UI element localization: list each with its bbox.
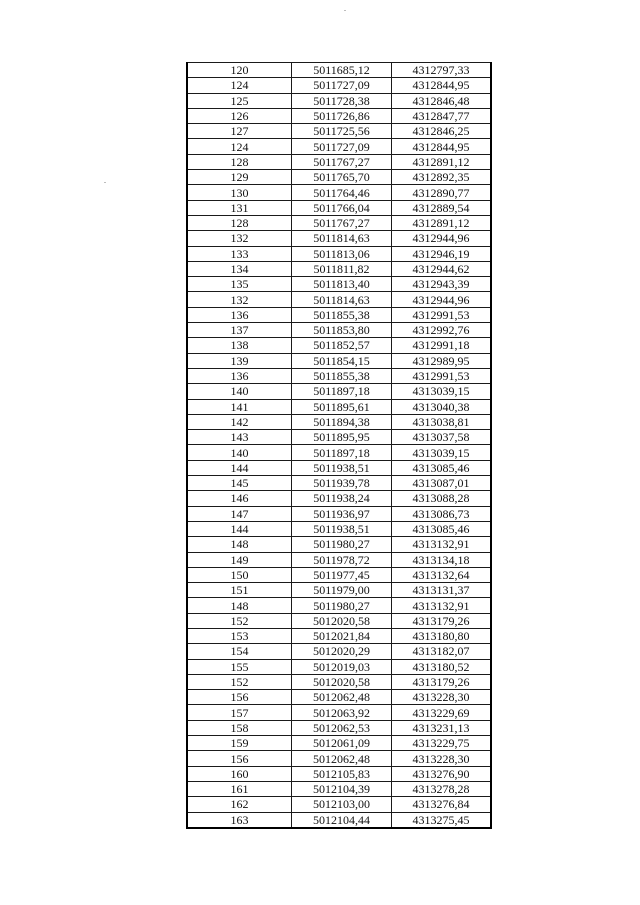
x-coordinate-cell: 5011938,51: [292, 460, 392, 475]
table-row: [187, 445, 491, 460]
table-row: [187, 154, 491, 169]
table-row: [187, 812, 491, 828]
point-number-cell: 156: [187, 690, 292, 705]
point-number-cell: 135: [187, 277, 292, 292]
x-coordinate-cell: 5011977,45: [292, 567, 392, 582]
x-coordinate-cell: 5011939,78: [292, 476, 392, 491]
x-coordinate-cell: 5011978,72: [292, 552, 392, 567]
x-coordinate-cell: 5012103,00: [292, 797, 392, 812]
x-coordinate-cell: 5012062,48: [292, 690, 392, 705]
y-coordinate-cell: 4312891,12: [392, 154, 492, 169]
point-number-cell: 152: [187, 674, 292, 689]
point-number-cell: 128: [187, 154, 292, 169]
x-coordinate-cell: 5011897,18: [292, 384, 392, 399]
point-number-cell: 152: [187, 613, 292, 628]
y-coordinate-cell: 4313275,45: [392, 812, 492, 828]
table-row: [187, 368, 491, 383]
x-coordinate-cell: 5011938,24: [292, 491, 392, 506]
coordinates-table-body: [187, 63, 491, 828]
table-row: [187, 139, 491, 154]
y-coordinate-cell: 4313132,91: [392, 537, 492, 552]
point-number-cell: 158: [187, 720, 292, 735]
table-row: [187, 598, 491, 613]
y-coordinate-cell: 4312846,48: [392, 93, 492, 108]
x-coordinate-cell: 5011897,18: [292, 445, 392, 460]
point-number-cell: 138: [187, 338, 292, 353]
table-row: [187, 277, 491, 292]
x-coordinate-cell: 5012021,84: [292, 628, 392, 643]
table-row: [187, 491, 491, 506]
table-row: [187, 506, 491, 521]
table-row: [187, 353, 491, 368]
point-number-cell: 149: [187, 552, 292, 567]
x-coordinate-cell: 5011728,38: [292, 93, 392, 108]
point-number-cell: 163: [187, 812, 292, 828]
table-row: [187, 476, 491, 491]
table-row: [187, 674, 491, 689]
point-number-cell: 142: [187, 414, 292, 429]
point-number-cell: 131: [187, 200, 292, 215]
table-row: [187, 720, 491, 735]
y-coordinate-cell: 4312944,62: [392, 261, 492, 276]
x-coordinate-cell: 5012062,53: [292, 720, 392, 735]
point-number-cell: 132: [187, 231, 292, 246]
y-coordinate-cell: 4312844,95: [392, 139, 492, 154]
table-row: [187, 659, 491, 674]
scan-speck: [344, 10, 346, 11]
x-coordinate-cell: 5011725,56: [292, 124, 392, 139]
table-row: [187, 124, 491, 139]
point-number-cell: 120: [187, 63, 292, 78]
table-row: [187, 613, 491, 628]
x-coordinate-cell: 5011814,63: [292, 231, 392, 246]
point-number-cell: 160: [187, 766, 292, 781]
y-coordinate-cell: 4312944,96: [392, 292, 492, 307]
point-number-cell: 146: [187, 491, 292, 506]
y-coordinate-cell: 4313039,15: [392, 384, 492, 399]
y-coordinate-cell: 4313040,38: [392, 399, 492, 414]
table-row: [187, 292, 491, 307]
point-number-cell: 127: [187, 124, 292, 139]
point-number-cell: 144: [187, 521, 292, 536]
point-number-cell: 128: [187, 215, 292, 230]
x-coordinate-cell: 5011852,57: [292, 338, 392, 353]
point-number-cell: 137: [187, 323, 292, 338]
x-coordinate-cell: 5011811,82: [292, 261, 392, 276]
x-coordinate-cell: 5011766,04: [292, 200, 392, 215]
point-number-cell: 161: [187, 781, 292, 796]
table-row: [187, 781, 491, 796]
table-row: [187, 384, 491, 399]
y-coordinate-cell: 4312797,33: [392, 63, 492, 78]
x-coordinate-cell: 5011726,86: [292, 108, 392, 123]
y-coordinate-cell: 4312991,18: [392, 338, 492, 353]
point-number-cell: 125: [187, 93, 292, 108]
x-coordinate-cell: 5011764,46: [292, 185, 392, 200]
y-coordinate-cell: 4313229,75: [392, 736, 492, 751]
point-number-cell: 162: [187, 797, 292, 812]
x-coordinate-cell: 5012104,44: [292, 812, 392, 828]
y-coordinate-cell: 4313179,26: [392, 613, 492, 628]
point-number-cell: 139: [187, 353, 292, 368]
y-coordinate-cell: 4312991,53: [392, 307, 492, 322]
y-coordinate-cell: 4313180,80: [392, 628, 492, 643]
table-row: [187, 751, 491, 766]
point-number-cell: 151: [187, 583, 292, 598]
point-number-cell: 126: [187, 108, 292, 123]
x-coordinate-cell: 5011855,38: [292, 368, 392, 383]
y-coordinate-cell: 4313231,13: [392, 720, 492, 735]
point-number-cell: 140: [187, 445, 292, 460]
point-number-cell: 144: [187, 460, 292, 475]
x-coordinate-cell: 5011685,12: [292, 63, 392, 78]
y-coordinate-cell: 4313088,28: [392, 491, 492, 506]
table-row: [187, 766, 491, 781]
point-number-cell: 141: [187, 399, 292, 414]
table-row: [187, 460, 491, 475]
y-coordinate-cell: 4313179,26: [392, 674, 492, 689]
table-row: [187, 797, 491, 812]
table-row: [187, 644, 491, 659]
x-coordinate-cell: 5012062,48: [292, 751, 392, 766]
y-coordinate-cell: 4313229,69: [392, 705, 492, 720]
point-number-cell: 129: [187, 170, 292, 185]
point-number-cell: 157: [187, 705, 292, 720]
point-number-cell: 136: [187, 307, 292, 322]
y-coordinate-cell: 4313132,91: [392, 598, 492, 613]
point-number-cell: 132: [187, 292, 292, 307]
x-coordinate-cell: 5012063,92: [292, 705, 392, 720]
table-row: [187, 521, 491, 536]
x-coordinate-cell: 5011767,27: [292, 215, 392, 230]
y-coordinate-cell: 4313180,52: [392, 659, 492, 674]
y-coordinate-cell: 4312890,77: [392, 185, 492, 200]
y-coordinate-cell: 4313228,30: [392, 751, 492, 766]
table-row: [187, 552, 491, 567]
x-coordinate-cell: 5011813,06: [292, 246, 392, 261]
point-number-cell: 124: [187, 139, 292, 154]
scan-speck: [104, 182, 106, 183]
table-row: [187, 261, 491, 276]
y-coordinate-cell: 4313039,15: [392, 445, 492, 460]
y-coordinate-cell: 4313132,64: [392, 567, 492, 582]
y-coordinate-cell: 4312844,95: [392, 78, 492, 93]
table-row: [187, 215, 491, 230]
y-coordinate-cell: 4312892,35: [392, 170, 492, 185]
y-coordinate-cell: 4313278,28: [392, 781, 492, 796]
y-coordinate-cell: 4312944,96: [392, 231, 492, 246]
point-number-cell: 148: [187, 598, 292, 613]
y-coordinate-cell: 4313087,01: [392, 476, 492, 491]
y-coordinate-cell: 4313134,18: [392, 552, 492, 567]
x-coordinate-cell: 5011765,70: [292, 170, 392, 185]
x-coordinate-cell: 5011727,09: [292, 139, 392, 154]
point-number-cell: 153: [187, 628, 292, 643]
y-coordinate-cell: 4312992,76: [392, 323, 492, 338]
point-number-cell: 150: [187, 567, 292, 582]
y-coordinate-cell: 4312889,54: [392, 200, 492, 215]
x-coordinate-cell: 5012020,58: [292, 674, 392, 689]
x-coordinate-cell: 5012104,39: [292, 781, 392, 796]
point-number-cell: 136: [187, 368, 292, 383]
table-row: [187, 414, 491, 429]
y-coordinate-cell: 4313276,90: [392, 766, 492, 781]
y-coordinate-cell: 4313086,73: [392, 506, 492, 521]
y-coordinate-cell: 4313276,84: [392, 797, 492, 812]
table-row: [187, 200, 491, 215]
y-coordinate-cell: 4312847,77: [392, 108, 492, 123]
table-row: [187, 690, 491, 705]
coordinates-table: [186, 62, 492, 829]
x-coordinate-cell: 5012020,29: [292, 644, 392, 659]
point-number-cell: 145: [187, 476, 292, 491]
table-row: [187, 567, 491, 582]
point-number-cell: 154: [187, 644, 292, 659]
point-number-cell: 124: [187, 78, 292, 93]
table-row: [187, 93, 491, 108]
table-row: [187, 246, 491, 261]
table-row: [187, 537, 491, 552]
x-coordinate-cell: 5011980,27: [292, 537, 392, 552]
point-number-cell: 134: [187, 261, 292, 276]
table-row: [187, 338, 491, 353]
x-coordinate-cell: 5011853,80: [292, 323, 392, 338]
y-coordinate-cell: 4312846,25: [392, 124, 492, 139]
point-number-cell: 156: [187, 751, 292, 766]
y-coordinate-cell: 4313131,37: [392, 583, 492, 598]
y-coordinate-cell: 4313228,30: [392, 690, 492, 705]
table-row: [187, 736, 491, 751]
y-coordinate-cell: 4313085,46: [392, 521, 492, 536]
x-coordinate-cell: 5011854,15: [292, 353, 392, 368]
x-coordinate-cell: 5011814,63: [292, 292, 392, 307]
table-row: [187, 170, 491, 185]
point-number-cell: 140: [187, 384, 292, 399]
point-number-cell: 147: [187, 506, 292, 521]
table-row: [187, 63, 491, 78]
x-coordinate-cell: 5011767,27: [292, 154, 392, 169]
table-row: [187, 108, 491, 123]
x-coordinate-cell: 5011894,38: [292, 414, 392, 429]
x-coordinate-cell: 5011855,38: [292, 307, 392, 322]
x-coordinate-cell: 5011895,61: [292, 399, 392, 414]
y-coordinate-cell: 4313037,58: [392, 430, 492, 445]
x-coordinate-cell: 5011727,09: [292, 78, 392, 93]
x-coordinate-cell: 5011980,27: [292, 598, 392, 613]
table-row: [187, 231, 491, 246]
x-coordinate-cell: 5012105,83: [292, 766, 392, 781]
table-row: [187, 185, 491, 200]
x-coordinate-cell: 5012061,09: [292, 736, 392, 751]
point-number-cell: 130: [187, 185, 292, 200]
x-coordinate-cell: 5012019,03: [292, 659, 392, 674]
y-coordinate-cell: 4312943,39: [392, 277, 492, 292]
x-coordinate-cell: 5011979,00: [292, 583, 392, 598]
point-number-cell: 159: [187, 736, 292, 751]
table-row: [187, 399, 491, 414]
point-number-cell: 133: [187, 246, 292, 261]
table-row: [187, 583, 491, 598]
y-coordinate-cell: 4312991,53: [392, 368, 492, 383]
x-coordinate-cell: 5011895,95: [292, 430, 392, 445]
x-coordinate-cell: 5011813,40: [292, 277, 392, 292]
y-coordinate-cell: 4312891,12: [392, 215, 492, 230]
table-row: [187, 705, 491, 720]
point-number-cell: 143: [187, 430, 292, 445]
y-coordinate-cell: 4313085,46: [392, 460, 492, 475]
table-row: [187, 323, 491, 338]
table-row: [187, 430, 491, 445]
y-coordinate-cell: 4313182,07: [392, 644, 492, 659]
y-coordinate-cell: 4312989,95: [392, 353, 492, 368]
y-coordinate-cell: 4312946,19: [392, 246, 492, 261]
table-row: [187, 307, 491, 322]
table-row: [187, 628, 491, 643]
x-coordinate-cell: 5011936,97: [292, 506, 392, 521]
x-coordinate-cell: 5012020,58: [292, 613, 392, 628]
point-number-cell: 148: [187, 537, 292, 552]
point-number-cell: 155: [187, 659, 292, 674]
y-coordinate-cell: 4313038,81: [392, 414, 492, 429]
table-row: [187, 78, 491, 93]
x-coordinate-cell: 5011938,51: [292, 521, 392, 536]
